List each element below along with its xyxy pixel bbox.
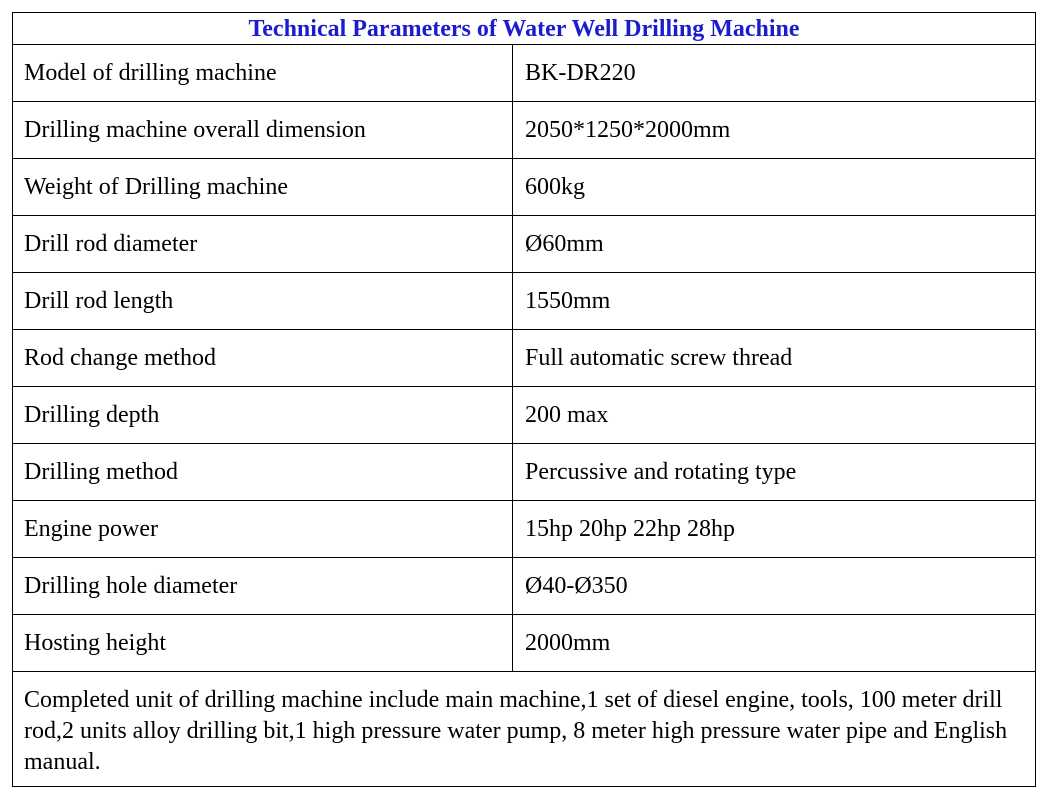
- table-row: [13, 615, 1035, 672]
- parameter-value: 1550mm: [525, 288, 611, 314]
- parameter-value: Full automatic screw thread: [525, 345, 793, 371]
- parameter-value: 600kg: [525, 174, 585, 200]
- parameter-value: 2050*1250*2000mm: [525, 117, 731, 143]
- parameter-label: Drilling hole diameter: [13, 558, 513, 614]
- parameter-label: Drilling depth: [13, 387, 513, 443]
- table-row: [13, 387, 1035, 444]
- package-note: Completed unit of drilling machine include main machine,1 set of diesel engine, tools, 100 meter drill rod,2 units alloy drilling bit,1 high pressure water pump, 8 meter high pressure water pipe and English manual.: [24, 687, 1008, 775]
- parameter-value: BK-DR220: [525, 60, 636, 86]
- table-row: [13, 558, 1035, 615]
- table-row: [13, 216, 1035, 273]
- parameter-value: 200 max: [525, 402, 609, 428]
- parameter-value: 2000mm: [525, 630, 611, 656]
- parameter-label: Drill rod diameter: [13, 216, 513, 272]
- table-row: [13, 330, 1035, 387]
- table-row: [13, 159, 1035, 216]
- parameter-label: Hosting height: [13, 615, 513, 671]
- parameter-label: Rod change method: [13, 330, 513, 386]
- parameter-value: Percussive and rotating type: [525, 459, 797, 485]
- table-row: [13, 501, 1035, 558]
- table-row: [13, 45, 1035, 102]
- parameter-label: Engine power: [13, 501, 513, 557]
- parameter-label: Drill rod length: [13, 273, 513, 329]
- table-row: [13, 273, 1035, 330]
- parameter-value: 15hp 20hp 22hp 28hp: [525, 516, 735, 542]
- parameter-label: Drilling machine overall dimension: [13, 102, 513, 158]
- parameters-table: [12, 12, 1036, 787]
- parameter-value: Ø60mm: [525, 231, 604, 257]
- parameter-label: Drilling method: [13, 444, 513, 500]
- parameter-value: Ø40-Ø350: [525, 573, 628, 599]
- table-row: [13, 444, 1035, 501]
- table-row: [13, 102, 1035, 159]
- parameter-label: Model of drilling machine: [13, 45, 513, 101]
- table-title: Technical Parameters of Water Well Drilling Machine: [13, 13, 1035, 45]
- parameter-label: Weight of Drilling machine: [13, 159, 513, 215]
